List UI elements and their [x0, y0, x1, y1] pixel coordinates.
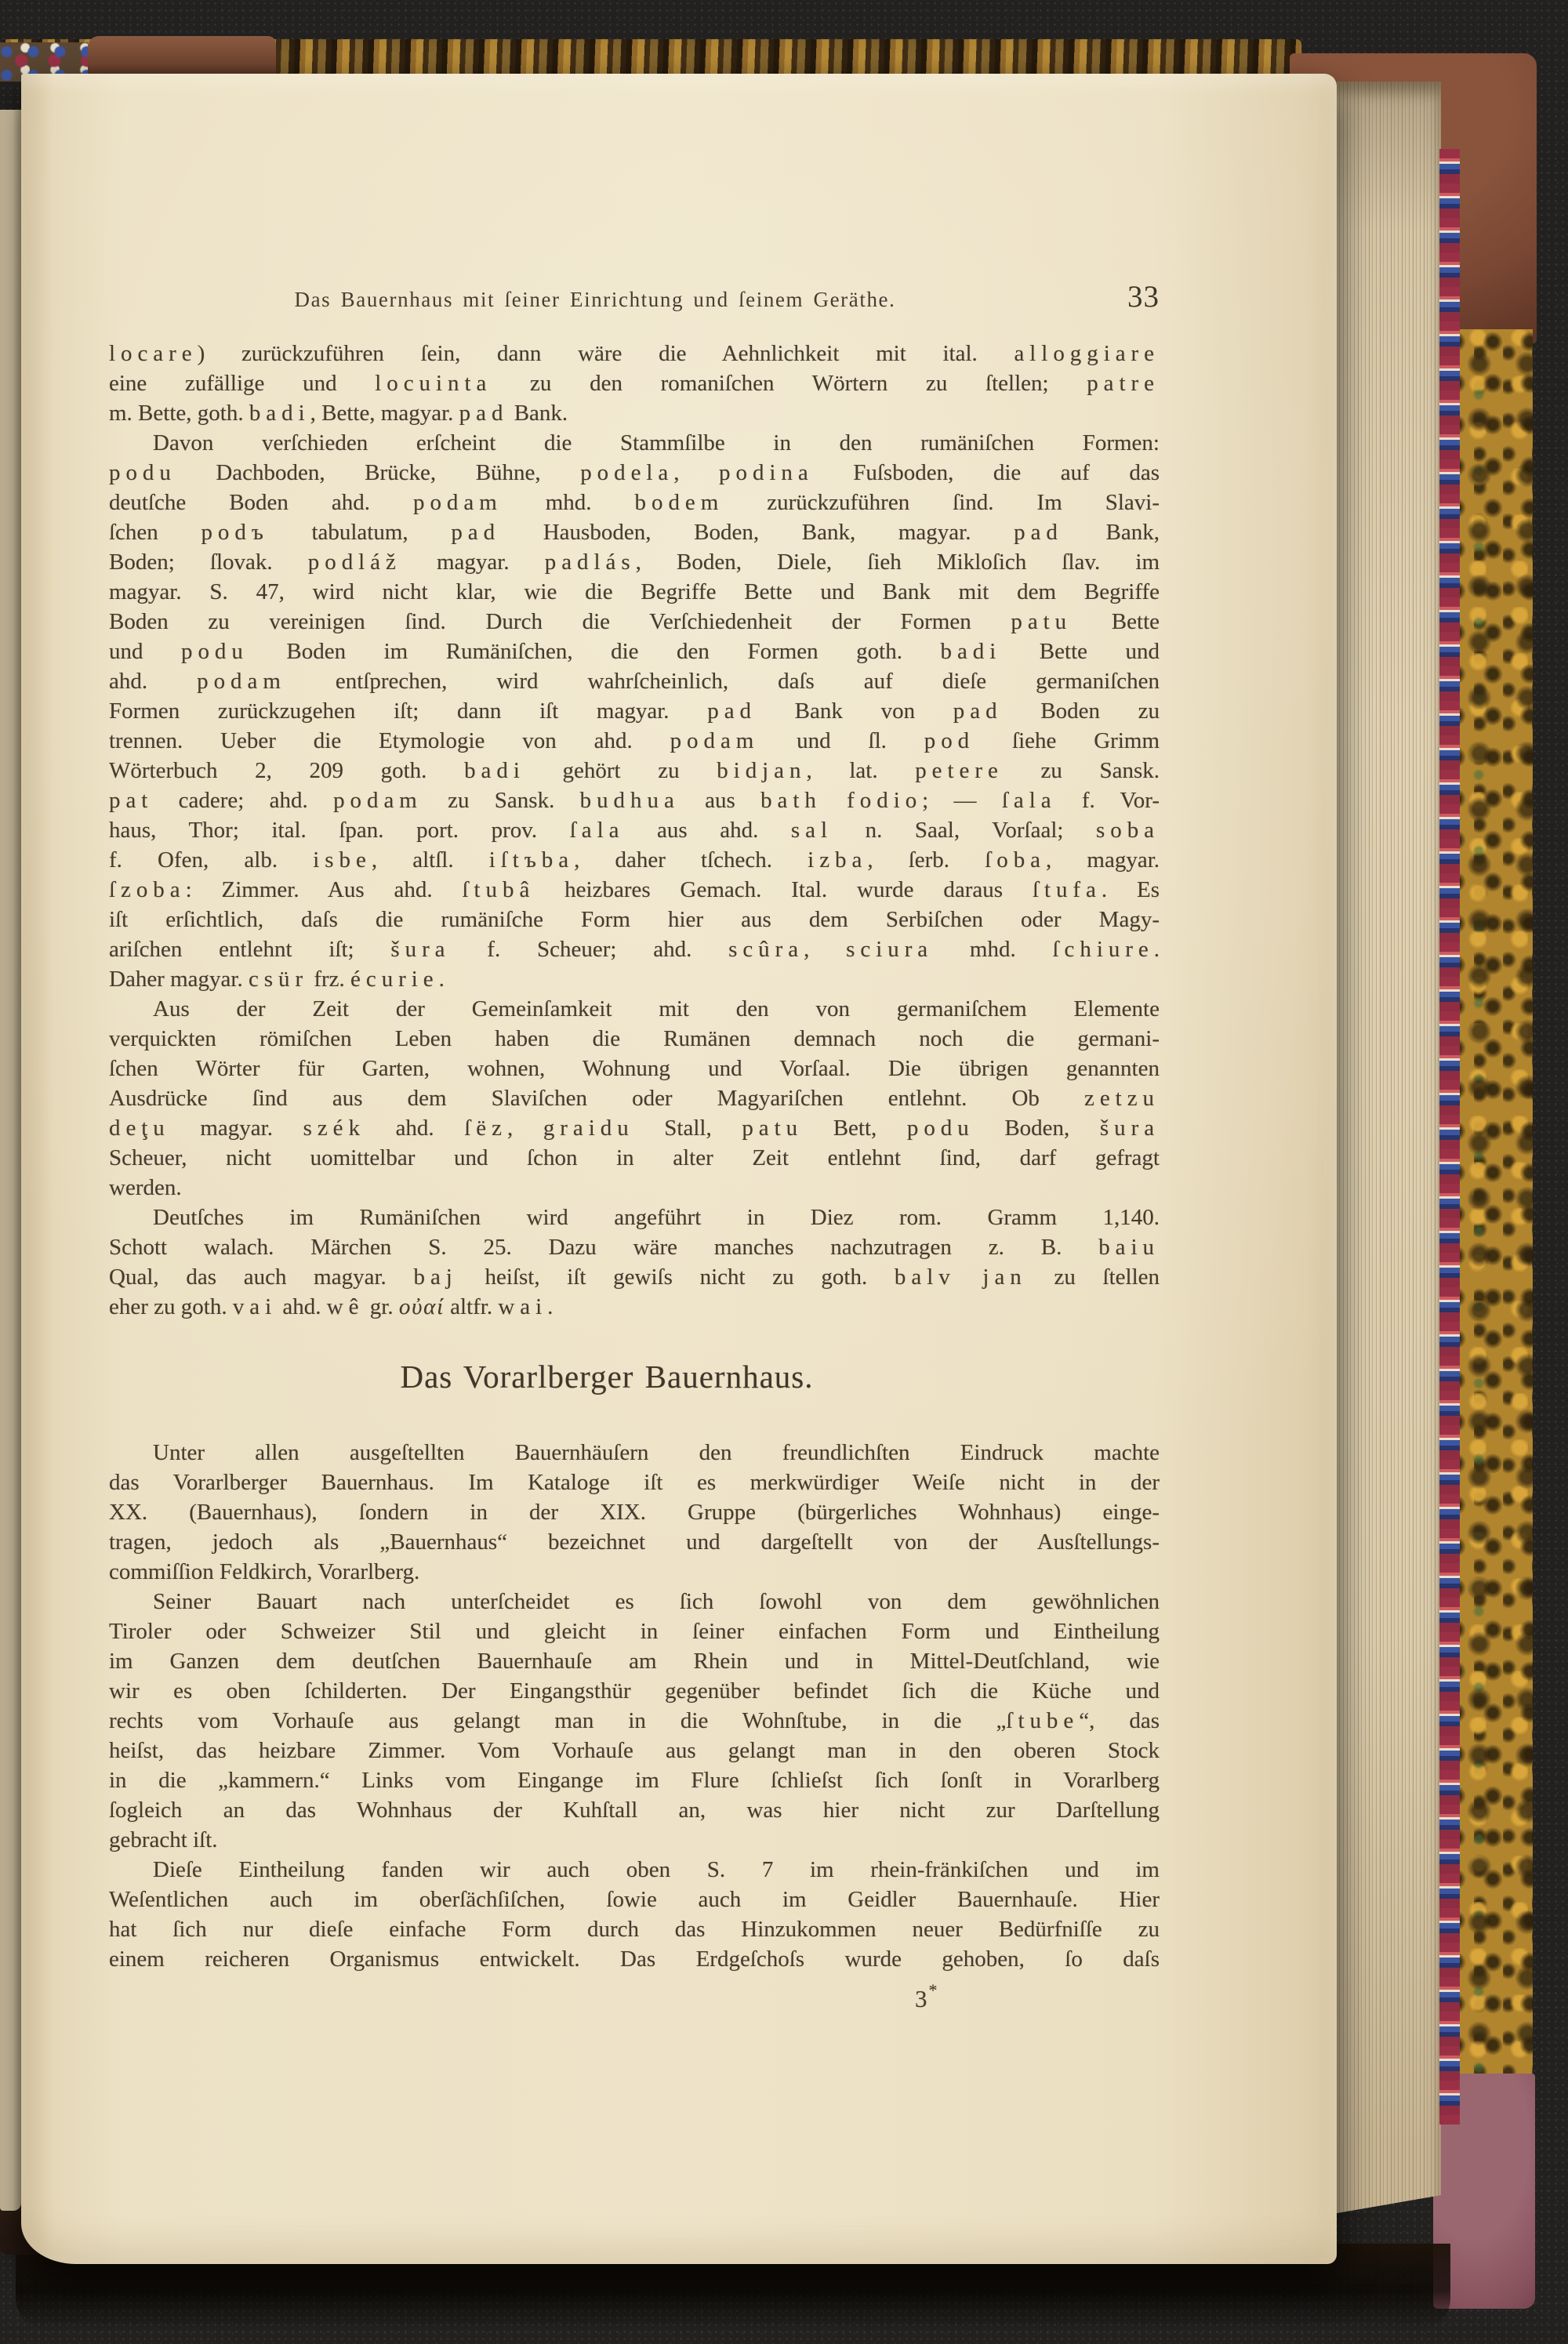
text-line: iſt erſichtlich, daſs die rumäniſche Form hier aus dem Serbiſchen oder Magy- — [109, 907, 1160, 932]
text-line: commiſſion Feldkirch, Vorarlberg. — [109, 1559, 420, 1584]
text-line: Davon verſchieden erſcheint die Stammſilbe in den rumäniſchen Formen: — [153, 430, 1160, 455]
text-line: magyar. S. 47, wird nicht klar, wie die Begriffe Bette und Bank mit dem Begriffe — [109, 579, 1160, 604]
text-line: eher zu goth. vai ahd. wê gr. οὐαί altfr. wai. — [109, 1294, 554, 1319]
paragraph — [109, 1203, 1160, 1322]
text-line: verquickten römiſchen Leben haben die Rumänen demnach noch die germani- — [109, 1026, 1160, 1051]
paragraph — [109, 1438, 1160, 1587]
text-line: gebracht iſt. — [109, 1827, 218, 1852]
text-line: Formen zurückzugehen iſt; dann iſt magyar. pad Bank von pad Boden zu — [109, 698, 1160, 724]
text-column — [109, 339, 1160, 2013]
text-line: f. Ofen, alb. isbe, altſl. iſtъba, daher tſchech. izba, ſerb. ſoba, magyar. — [109, 847, 1160, 873]
text-line: ahd. podam entſprechen, wird wahrſcheinlich, daſs auf dieſe germaniſchen — [109, 669, 1160, 694]
book-page — [21, 74, 1337, 2264]
text-line: Unter allen ausgeſtellten Bauernhäuſern den freundlichſten Eindruck machte — [153, 1440, 1160, 1465]
text-line: ariſchen entlehnt iſt; šura f. Scheuer; ahd. scûra, sciura mhd. ſchiure. — [109, 937, 1160, 962]
text-line: haus, Thor; ital. ſpan. port. prov. ſala aus ahd. sal n. Saal, Vorſaal; soba — [109, 818, 1160, 843]
text-line: Weſentlichen auch im oberſächſiſchen, ſowie auch im Geidler Bauernhauſe. Hier — [109, 1887, 1160, 1912]
text-line: Ausdrücke ſind aus dem Slaviſchen oder Magyariſchen entlehnt. Ob zetzu — [109, 1086, 1160, 1111]
text-line: deţu magyar. szék ahd. ſëz, graidu Stall, patu Bett, podu Boden, šura — [109, 1116, 1160, 1141]
text-line: pat cadere; ahd. podam zu Sansk. budhua aus bath fodio; — ſala f. Vor- — [109, 788, 1160, 813]
paragraph — [109, 1587, 1160, 1855]
text-line: Daher magyar. csür frz. écurie. — [109, 967, 445, 992]
text-line: wir es oben ſchilderten. Der Eingangsthür gegenüber befindet ſich die Küche und — [109, 1678, 1160, 1704]
text-line: Deutſches im Rumäniſchen wird angeführt in Diez rom. Gramm 1,140. — [153, 1205, 1160, 1230]
signature-mark: 3* — [915, 1980, 939, 2012]
paragraph — [109, 1855, 1160, 1974]
text-line: Scheuer, nicht uomittelbar und ſchon in alter Zeit entlehnt ſind, darf gefragt — [109, 1145, 1160, 1170]
text-line: Aus der Zeit der Gemeinſamkeit mit den von germaniſchem Elemente — [153, 996, 1160, 1021]
text-line: Schott walach. Märchen S. 25. Dazu wäre manches nachzutragen z. B. baiu — [109, 1235, 1160, 1260]
text-line: rechts vom Vorhauſe aus gelangt man in die Wohnſtube, in die „ſtube“, das — [109, 1708, 1160, 1733]
text-line: Boden zu vereinigen ſind. Durch die Verſchiedenheit der Formen patu Bette — [109, 609, 1160, 634]
text-line: ſchen podъ tabulatum, pad Hausboden, Boden, Bank, magyar. pad Bank, — [109, 520, 1160, 545]
text-line: Dieſe Eintheilung fanden wir auch oben S. 7 im rhein-fränkiſchen und im — [153, 1857, 1160, 1882]
text-line: ſchen Wörter für Garten, wohnen, Wohnung und Vorſaal. Die übrigen genannten — [109, 1056, 1160, 1081]
previous-page-sliver — [0, 110, 21, 2211]
text-line: ſogleich an das Wohnhaus der Kuhſtall an, was hier nicht zur Darſtellung — [109, 1798, 1160, 1823]
text-line: hat ſich nur dieſe einfache Form durch das Hinzukommen neuer Bedürfniſſe zu — [109, 1917, 1160, 1942]
text-line: deutſche Boden ahd. podam mhd. bodem zurückzuführen ſind. Im Slavi- — [109, 490, 1160, 515]
text-line: das Vorarlberger Bauernhaus. Im Kataloge iſt es merkwürdiger Weiſe nicht in der — [109, 1470, 1160, 1495]
text-line: tragen, jedoch als „Bauernhaus“ bezeichnet und dargeſtellt von der Ausſtellungs- — [109, 1529, 1160, 1555]
text-line: locare) zurückzuführen ſein, dann wäre die Aehnlichkeit mit ital. alloggiare — [109, 341, 1160, 366]
page-number: 33 — [1127, 280, 1160, 314]
text-line: im Ganzen dem deutſchen Bauernhauſe am Rhein und in Mittel-Deutſchland, wie — [109, 1649, 1160, 1674]
text-line: und podu Boden im Rumäniſchen, die den Formen goth. badi Bette und — [109, 639, 1160, 664]
running-header-title: Das Bauernhaus mit ſeiner Einrichtung und ſeinem Geräthe. — [294, 288, 896, 311]
text-line: trennen. Ueber die Etymologie von ahd. podam und ſl. pod ſiehe Grimm — [109, 728, 1160, 753]
text-line: Seiner Bauart nach unterſcheidet es ſich ſowohl von dem gewöhnlichen — [153, 1589, 1160, 1614]
section-heading: Das Vorarlberger Bauernhaus. — [400, 1359, 814, 1395]
text-line: eine zufällige und locuinta zu den romaniſchen Wörtern zu ſtellen; patre — [109, 371, 1160, 396]
text-line: heiſst, das heizbare Zimmer. Vom Vorhauſe aus gelangt man in den oberen Stock — [109, 1738, 1160, 1763]
text-line: Tiroler oder Schweizer Stil und gleicht in ſeiner einfachen Form und Eintheilung — [109, 1619, 1160, 1644]
text-line: podu Dachboden, Brücke, Bühne, podela, podina Fuſsboden, die auf das — [109, 460, 1160, 485]
text-line: einem reicheren Organismus entwickelt. Das Erdgeſchoſs wurde gehoben, ſo daſs — [109, 1947, 1160, 1972]
running-header — [109, 279, 1160, 314]
marbled-page-edges — [1439, 149, 1460, 2124]
top-left-leather-edge — [88, 36, 276, 77]
text-line: ſzoba: Zimmer. Aus ahd. ſtubâ heizbares Gemach. Ital. wurde daraus ſtufa. Es — [109, 877, 1160, 902]
text-line: in die „kammern.“ Links vom Eingange im Flure ſchlieſst ſich ſonſt in Vorarlberg — [109, 1768, 1160, 1793]
text-line: m. Bette, goth. badi, Bette, magyar. pad Bank. — [109, 401, 568, 426]
paragraph — [109, 428, 1160, 994]
paragraph — [109, 339, 1160, 428]
paragraph — [109, 994, 1160, 1203]
text-line: Boden; ſlovak. podláž magyar. padlás, Boden, Diele, ſieh Mikloſich ſlav. im — [109, 550, 1160, 575]
text-line: XX. (Bauernhaus), ſondern in der XIX. Gruppe (bürgerliches Wohnhaus) einge- — [109, 1500, 1160, 1525]
text-line: werden. — [109, 1175, 182, 1200]
text-line: Wörterbuch 2, 209 goth. badi gehört zu bidjan, lat. petere zu Sansk. — [109, 758, 1160, 783]
text-line: Qual, das auch magyar. baj heiſst, iſt gewiſs nicht zu goth. balv jan zu ſtellen — [109, 1265, 1160, 1290]
